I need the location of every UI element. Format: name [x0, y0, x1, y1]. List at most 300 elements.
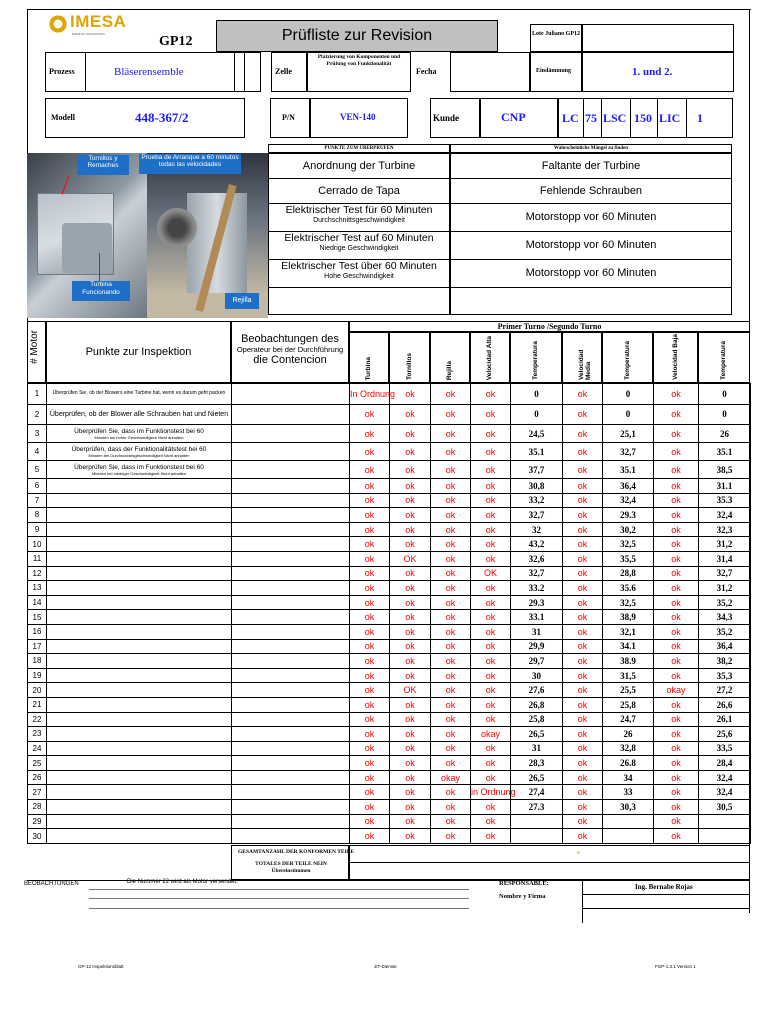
check-value[interactable]: ok	[563, 479, 603, 494]
temperature-value[interactable]: 32,7	[511, 508, 563, 523]
operator-observation[interactable]	[232, 551, 350, 566]
check-value[interactable]: ok	[471, 654, 511, 669]
check-value[interactable]: ok	[350, 479, 390, 494]
operator-observation[interactable]	[232, 522, 350, 537]
check-value[interactable]: ok	[654, 508, 699, 523]
temperature-value[interactable]: 28,4	[699, 756, 751, 771]
check-value[interactable]: ok	[390, 800, 431, 815]
check-value[interactable]: ok	[390, 595, 431, 610]
check-value[interactable]: ok	[431, 800, 471, 815]
operator-observation[interactable]	[232, 668, 350, 683]
check-value[interactable]: ok	[390, 639, 431, 654]
operator-observation[interactable]	[232, 537, 350, 552]
operator-observation[interactable]	[232, 384, 350, 405]
check-value[interactable]: ok	[654, 727, 699, 742]
check-value[interactable]: ok	[390, 770, 431, 785]
operator-observation[interactable]	[232, 770, 350, 785]
check-value[interactable]: ok	[431, 785, 471, 800]
operator-observation[interactable]	[232, 756, 350, 771]
check-value[interactable]: In Ordnung	[350, 384, 390, 405]
operator-observation[interactable]	[232, 493, 350, 508]
operator-observation[interactable]	[232, 425, 350, 443]
check-value[interactable]: ok	[471, 829, 511, 844]
temperature-value[interactable]: 25,6	[699, 727, 751, 742]
check-value[interactable]: ok	[563, 404, 603, 425]
check-value[interactable]: ok	[390, 668, 431, 683]
temperature-value[interactable]: 32,5	[603, 595, 654, 610]
check-value[interactable]: ok	[563, 697, 603, 712]
check-value[interactable]: ok	[471, 697, 511, 712]
temperature-value[interactable]: 35.1	[603, 461, 654, 479]
lote-value-box[interactable]	[582, 24, 734, 52]
check-value[interactable]: ok	[350, 425, 390, 443]
temperature-value[interactable]: 32,7	[699, 566, 751, 581]
temperature-value[interactable]: 26,8	[511, 697, 563, 712]
check-value[interactable]: ok	[390, 443, 431, 461]
check-value[interactable]: ok	[471, 384, 511, 405]
check-value[interactable]: ok	[563, 712, 603, 727]
operator-observation[interactable]	[232, 639, 350, 654]
temperature-value[interactable]: 30,5	[699, 800, 751, 815]
check-value[interactable]: ok	[654, 461, 699, 479]
check-value[interactable]: ok	[563, 654, 603, 669]
temperature-value[interactable]: 32	[511, 522, 563, 537]
temperature-value[interactable]: 0	[603, 404, 654, 425]
temperature-value[interactable]: 25,8	[603, 697, 654, 712]
check-value[interactable]: ok	[471, 581, 511, 596]
check-value[interactable]: ok	[654, 425, 699, 443]
temperature-value[interactable]: 29.3	[603, 508, 654, 523]
temperature-value[interactable]: 32,5	[603, 537, 654, 552]
check-value[interactable]: ok	[390, 537, 431, 552]
temperature-value[interactable]: 37,7	[511, 461, 563, 479]
check-value[interactable]: ok	[350, 697, 390, 712]
temperature-value[interactable]: 38,2	[699, 654, 751, 669]
check-value[interactable]: ok	[563, 581, 603, 596]
temperature-value[interactable]: 30,3	[603, 800, 654, 815]
temperature-value[interactable]: 35,3	[699, 668, 751, 683]
operator-observation[interactable]	[232, 404, 350, 425]
check-value[interactable]: ok	[563, 443, 603, 461]
check-value[interactable]: ok	[390, 814, 431, 829]
check-value[interactable]: ok	[431, 479, 471, 494]
temperature-value[interactable]: 25,5	[603, 683, 654, 698]
temperature-value[interactable]: 32,6	[511, 551, 563, 566]
temperature-value[interactable]: 32,3	[699, 522, 751, 537]
check-value[interactable]: ok	[431, 566, 471, 581]
temperature-value[interactable]: 35,5	[603, 551, 654, 566]
temperature-value[interactable]: 26,5	[511, 727, 563, 742]
operator-observation[interactable]	[232, 479, 350, 494]
check-value[interactable]: ok	[350, 537, 390, 552]
check-value[interactable]: ok	[654, 741, 699, 756]
check-value[interactable]: ok	[431, 508, 471, 523]
temperature-value[interactable]: 36,4	[699, 639, 751, 654]
operator-observation[interactable]	[232, 443, 350, 461]
check-value[interactable]: ok	[471, 595, 511, 610]
check-value[interactable]: ok	[654, 800, 699, 815]
check-value[interactable]: ok	[390, 566, 431, 581]
temperature-value[interactable]: 34,3	[699, 610, 751, 625]
check-value[interactable]: ok	[390, 384, 431, 405]
temperature-value[interactable]: 38,9	[603, 610, 654, 625]
check-value[interactable]: ok	[350, 493, 390, 508]
check-value[interactable]: ok	[431, 551, 471, 566]
check-value[interactable]: ok	[563, 384, 603, 405]
temperature-value[interactable]: 33	[603, 785, 654, 800]
temperature-value[interactable]: 43,2	[511, 537, 563, 552]
temperature-value[interactable]: 0	[699, 384, 751, 405]
temperature-value[interactable]: 27,6	[511, 683, 563, 698]
operator-observation[interactable]	[232, 829, 350, 844]
check-value[interactable]: ok	[471, 712, 511, 727]
check-value[interactable]: okay	[471, 727, 511, 742]
check-value[interactable]: ok	[471, 683, 511, 698]
operator-observation[interactable]	[232, 712, 350, 727]
check-value[interactable]: ok	[471, 404, 511, 425]
check-value[interactable]: ok	[390, 404, 431, 425]
temperature-value[interactable]: 26,5	[511, 770, 563, 785]
check-value[interactable]: ok	[654, 624, 699, 639]
check-value[interactable]: ok	[654, 814, 699, 829]
temperature-value[interactable]: 35.3	[699, 493, 751, 508]
check-value[interactable]: ok	[390, 712, 431, 727]
check-value[interactable]: ok	[654, 829, 699, 844]
operator-observation[interactable]	[232, 800, 350, 815]
check-value[interactable]: ok	[471, 741, 511, 756]
temperature-value[interactable]: 0	[603, 384, 654, 405]
check-value[interactable]: ok	[471, 639, 511, 654]
check-value[interactable]: ok	[563, 624, 603, 639]
check-value[interactable]: ok	[563, 461, 603, 479]
check-value[interactable]: ok	[563, 610, 603, 625]
check-value[interactable]: ok	[431, 712, 471, 727]
temperature-value[interactable]: 32,1	[603, 624, 654, 639]
temperature-value[interactable]: 25,8	[511, 712, 563, 727]
check-value[interactable]: okay	[654, 683, 699, 698]
check-value[interactable]: ok	[350, 551, 390, 566]
temperature-value[interactable]: 30,2	[603, 522, 654, 537]
temperature-value[interactable]: 35.6	[603, 581, 654, 596]
check-value[interactable]: ok	[471, 537, 511, 552]
temperature-value[interactable]: 38.9	[603, 654, 654, 669]
check-value[interactable]: ok	[390, 829, 431, 844]
check-value[interactable]: ok	[431, 741, 471, 756]
check-value[interactable]: ok	[654, 384, 699, 405]
temperature-value[interactable]: 34.1	[603, 639, 654, 654]
check-value[interactable]: ok	[431, 537, 471, 552]
check-value[interactable]: ok	[654, 785, 699, 800]
check-value[interactable]: ok	[654, 610, 699, 625]
check-value[interactable]: ok	[350, 404, 390, 425]
temperature-value[interactable]: 28,3	[511, 756, 563, 771]
check-value[interactable]: ok	[471, 800, 511, 815]
temperature-value[interactable]: 38,5	[699, 461, 751, 479]
check-value[interactable]: ok	[350, 595, 390, 610]
temperature-value[interactable]: 32,8	[603, 741, 654, 756]
temperature-value[interactable]: 30,8	[511, 479, 563, 494]
operator-observation[interactable]	[232, 697, 350, 712]
check-value[interactable]: ok	[390, 624, 431, 639]
temperature-value[interactable]: 27,4	[511, 785, 563, 800]
check-value[interactable]: ok	[431, 461, 471, 479]
check-value[interactable]: ok	[471, 425, 511, 443]
check-value[interactable]: ok	[563, 727, 603, 742]
check-value[interactable]: ok	[390, 493, 431, 508]
temperature-value[interactable]: 31,5	[603, 668, 654, 683]
temperature-value[interactable]: 27.3	[511, 800, 563, 815]
check-value[interactable]: ok	[471, 493, 511, 508]
check-value[interactable]: ok	[471, 814, 511, 829]
check-value[interactable]: ok	[431, 639, 471, 654]
check-value[interactable]: ok	[654, 595, 699, 610]
check-value[interactable]: ok	[350, 800, 390, 815]
check-value[interactable]: ok	[350, 727, 390, 742]
check-value[interactable]: ok	[431, 493, 471, 508]
check-value[interactable]: ok	[431, 425, 471, 443]
check-value[interactable]: ok	[431, 654, 471, 669]
check-value[interactable]: ok	[350, 508, 390, 523]
temperature-value[interactable]: 29,9	[511, 639, 563, 654]
temperature-value[interactable]: 31,4	[699, 551, 751, 566]
check-value[interactable]: ok	[390, 522, 431, 537]
operator-observation[interactable]	[232, 741, 350, 756]
temperature-value[interactable]: 33,5	[699, 741, 751, 756]
check-value[interactable]: ok	[350, 756, 390, 771]
check-value[interactable]: ok	[431, 384, 471, 405]
check-value[interactable]: ok	[654, 712, 699, 727]
temperature-value[interactable]	[511, 829, 563, 844]
check-value[interactable]: ok	[350, 741, 390, 756]
check-value[interactable]: ok	[563, 770, 603, 785]
operator-observation[interactable]	[232, 814, 350, 829]
temperature-value[interactable]: 31,2	[699, 537, 751, 552]
temperature-value[interactable]: 35,2	[699, 595, 751, 610]
check-value[interactable]: ok	[431, 595, 471, 610]
temperature-value[interactable]: 29.3	[511, 595, 563, 610]
temperature-value[interactable]: 32,7	[603, 443, 654, 461]
temperature-value[interactable]: 36,4	[603, 479, 654, 494]
check-value[interactable]: ok	[350, 712, 390, 727]
check-value[interactable]: ok	[563, 508, 603, 523]
temperature-value[interactable]: 31	[511, 624, 563, 639]
check-value[interactable]: ok	[350, 624, 390, 639]
operator-observation[interactable]	[232, 624, 350, 639]
check-value[interactable]: OK	[390, 551, 431, 566]
check-value[interactable]: ok	[563, 639, 603, 654]
temperature-value[interactable]: 32,4	[699, 508, 751, 523]
check-value[interactable]: in Ordnung	[471, 785, 511, 800]
temperature-value[interactable]: 27,2	[699, 683, 751, 698]
check-value[interactable]: ok	[654, 537, 699, 552]
check-value[interactable]: ok	[654, 522, 699, 537]
check-value[interactable]: ok	[563, 756, 603, 771]
operator-observation[interactable]	[232, 785, 350, 800]
check-value[interactable]: ok	[471, 443, 511, 461]
check-value[interactable]: ok	[654, 639, 699, 654]
check-value[interactable]: ok	[471, 624, 511, 639]
temperature-value[interactable]: 32,4	[699, 770, 751, 785]
check-value[interactable]: ok	[431, 727, 471, 742]
operator-observation[interactable]	[232, 581, 350, 596]
temperature-value[interactable]: 24,7	[603, 712, 654, 727]
operator-observation[interactable]	[232, 727, 350, 742]
check-value[interactable]: ok	[431, 610, 471, 625]
check-value[interactable]: ok	[654, 654, 699, 669]
temperature-value[interactable]: 31	[511, 741, 563, 756]
check-value[interactable]: ok	[350, 461, 390, 479]
check-value[interactable]: ok	[563, 800, 603, 815]
temperature-value[interactable]: 30	[511, 668, 563, 683]
check-value[interactable]: ok	[654, 770, 699, 785]
check-value[interactable]: ok	[654, 551, 699, 566]
operator-observation[interactable]	[232, 508, 350, 523]
check-value[interactable]: ok	[431, 683, 471, 698]
check-value[interactable]: ok	[390, 508, 431, 523]
check-value[interactable]: ok	[390, 727, 431, 742]
check-value[interactable]: ok	[471, 551, 511, 566]
temperature-value[interactable]: 26	[603, 727, 654, 742]
check-value[interactable]: ok	[431, 404, 471, 425]
check-value[interactable]: ok	[390, 785, 431, 800]
check-value[interactable]: ok	[654, 479, 699, 494]
check-value[interactable]: ok	[390, 461, 431, 479]
temperature-value[interactable]: 26.8	[603, 756, 654, 771]
temperature-value[interactable]	[511, 814, 563, 829]
check-value[interactable]: ok	[563, 741, 603, 756]
check-value[interactable]: ok	[390, 581, 431, 596]
check-value[interactable]: ok	[431, 443, 471, 461]
check-value[interactable]: okay	[431, 770, 471, 785]
check-value[interactable]: ok	[431, 829, 471, 844]
temperature-value[interactable]	[699, 829, 751, 844]
check-value[interactable]: ok	[431, 581, 471, 596]
fecha-value[interactable]	[450, 52, 530, 92]
check-value[interactable]: ok	[654, 443, 699, 461]
check-value[interactable]: ok	[563, 566, 603, 581]
check-value[interactable]: ok	[654, 566, 699, 581]
temperature-value[interactable]	[603, 829, 654, 844]
check-value[interactable]: ok	[563, 814, 603, 829]
temperature-value[interactable]	[603, 814, 654, 829]
check-value[interactable]: ok	[431, 756, 471, 771]
temperature-value[interactable]: 32,4	[699, 785, 751, 800]
operator-observation[interactable]	[232, 595, 350, 610]
check-value[interactable]: ok	[654, 493, 699, 508]
check-value[interactable]: ok	[654, 697, 699, 712]
check-value[interactable]: ok	[431, 814, 471, 829]
check-value[interactable]: ok	[471, 610, 511, 625]
check-value[interactable]: ok	[431, 624, 471, 639]
temperature-value[interactable]: 26	[699, 425, 751, 443]
check-value[interactable]: ok	[350, 639, 390, 654]
check-value[interactable]: OK	[390, 683, 431, 698]
temperature-value[interactable]: 28,8	[603, 566, 654, 581]
check-value[interactable]: ok	[563, 829, 603, 844]
check-value[interactable]: ok	[431, 697, 471, 712]
temperature-value[interactable]: 26,1	[699, 712, 751, 727]
check-value[interactable]: ok	[390, 425, 431, 443]
check-value[interactable]: ok	[563, 668, 603, 683]
temperature-value[interactable]: 35.1	[511, 443, 563, 461]
operator-observation[interactable]	[232, 610, 350, 625]
operator-observation[interactable]	[232, 566, 350, 581]
temperature-value[interactable]: 35.1	[699, 443, 751, 461]
check-value[interactable]: ok	[390, 654, 431, 669]
check-value[interactable]: ok	[563, 493, 603, 508]
check-value[interactable]: ok	[350, 443, 390, 461]
check-value[interactable]: ok	[350, 610, 390, 625]
temperature-value[interactable]: 32,4	[603, 493, 654, 508]
check-value[interactable]: ok	[350, 522, 390, 537]
check-value[interactable]: OK	[471, 566, 511, 581]
check-value[interactable]: ok	[350, 829, 390, 844]
check-value[interactable]: ok	[390, 756, 431, 771]
check-value[interactable]: ok	[431, 668, 471, 683]
check-value[interactable]: ok	[350, 785, 390, 800]
check-value[interactable]: ok	[350, 770, 390, 785]
temperature-value[interactable]: 0	[511, 384, 563, 405]
temperature-value[interactable]: 24,5	[511, 425, 563, 443]
temperature-value[interactable]: 33,2	[511, 493, 563, 508]
check-value[interactable]: ok	[654, 756, 699, 771]
check-value[interactable]: ok	[471, 756, 511, 771]
check-value[interactable]: ok	[654, 404, 699, 425]
temperature-value[interactable]: 33.2	[511, 581, 563, 596]
check-value[interactable]: ok	[350, 814, 390, 829]
check-value[interactable]: ok	[350, 581, 390, 596]
check-value[interactable]: ok	[390, 479, 431, 494]
check-value[interactable]: ok	[390, 697, 431, 712]
check-value[interactable]: ok	[563, 785, 603, 800]
temperature-value[interactable]: 31.1	[699, 479, 751, 494]
check-value[interactable]: ok	[471, 479, 511, 494]
check-value[interactable]: ok	[654, 581, 699, 596]
check-value[interactable]: ok	[563, 683, 603, 698]
check-value[interactable]: ok	[350, 683, 390, 698]
operator-observation[interactable]	[232, 461, 350, 479]
temperature-value[interactable]: 0	[699, 404, 751, 425]
temperature-value[interactable]: 34	[603, 770, 654, 785]
check-value[interactable]: ok	[471, 461, 511, 479]
check-value[interactable]: ok	[654, 668, 699, 683]
temperature-value[interactable]: 33.1	[511, 610, 563, 625]
temperature-value[interactable]: 25,1	[603, 425, 654, 443]
temperature-value[interactable]: 31,2	[699, 581, 751, 596]
check-value[interactable]: ok	[390, 610, 431, 625]
temperature-value[interactable]: 32,7	[511, 566, 563, 581]
check-value[interactable]: ok	[563, 595, 603, 610]
check-value[interactable]: ok	[471, 770, 511, 785]
temperature-value[interactable]: 35,2	[699, 624, 751, 639]
temperature-value[interactable]: 29,7	[511, 654, 563, 669]
check-value[interactable]: ok	[431, 522, 471, 537]
check-value[interactable]: ok	[350, 566, 390, 581]
check-value[interactable]: ok	[563, 522, 603, 537]
check-value[interactable]: ok	[350, 668, 390, 683]
check-value[interactable]: ok	[350, 654, 390, 669]
temperature-value[interactable]: 26,6	[699, 697, 751, 712]
check-value[interactable]: ok	[563, 425, 603, 443]
operator-observation[interactable]	[232, 683, 350, 698]
check-value[interactable]: ok	[471, 522, 511, 537]
temperature-value[interactable]: 0	[511, 404, 563, 425]
temperature-value[interactable]	[699, 814, 751, 829]
check-value[interactable]: ok	[563, 551, 603, 566]
check-value[interactable]: ok	[390, 741, 431, 756]
check-value[interactable]: ok	[471, 508, 511, 523]
check-value[interactable]: ok	[471, 668, 511, 683]
